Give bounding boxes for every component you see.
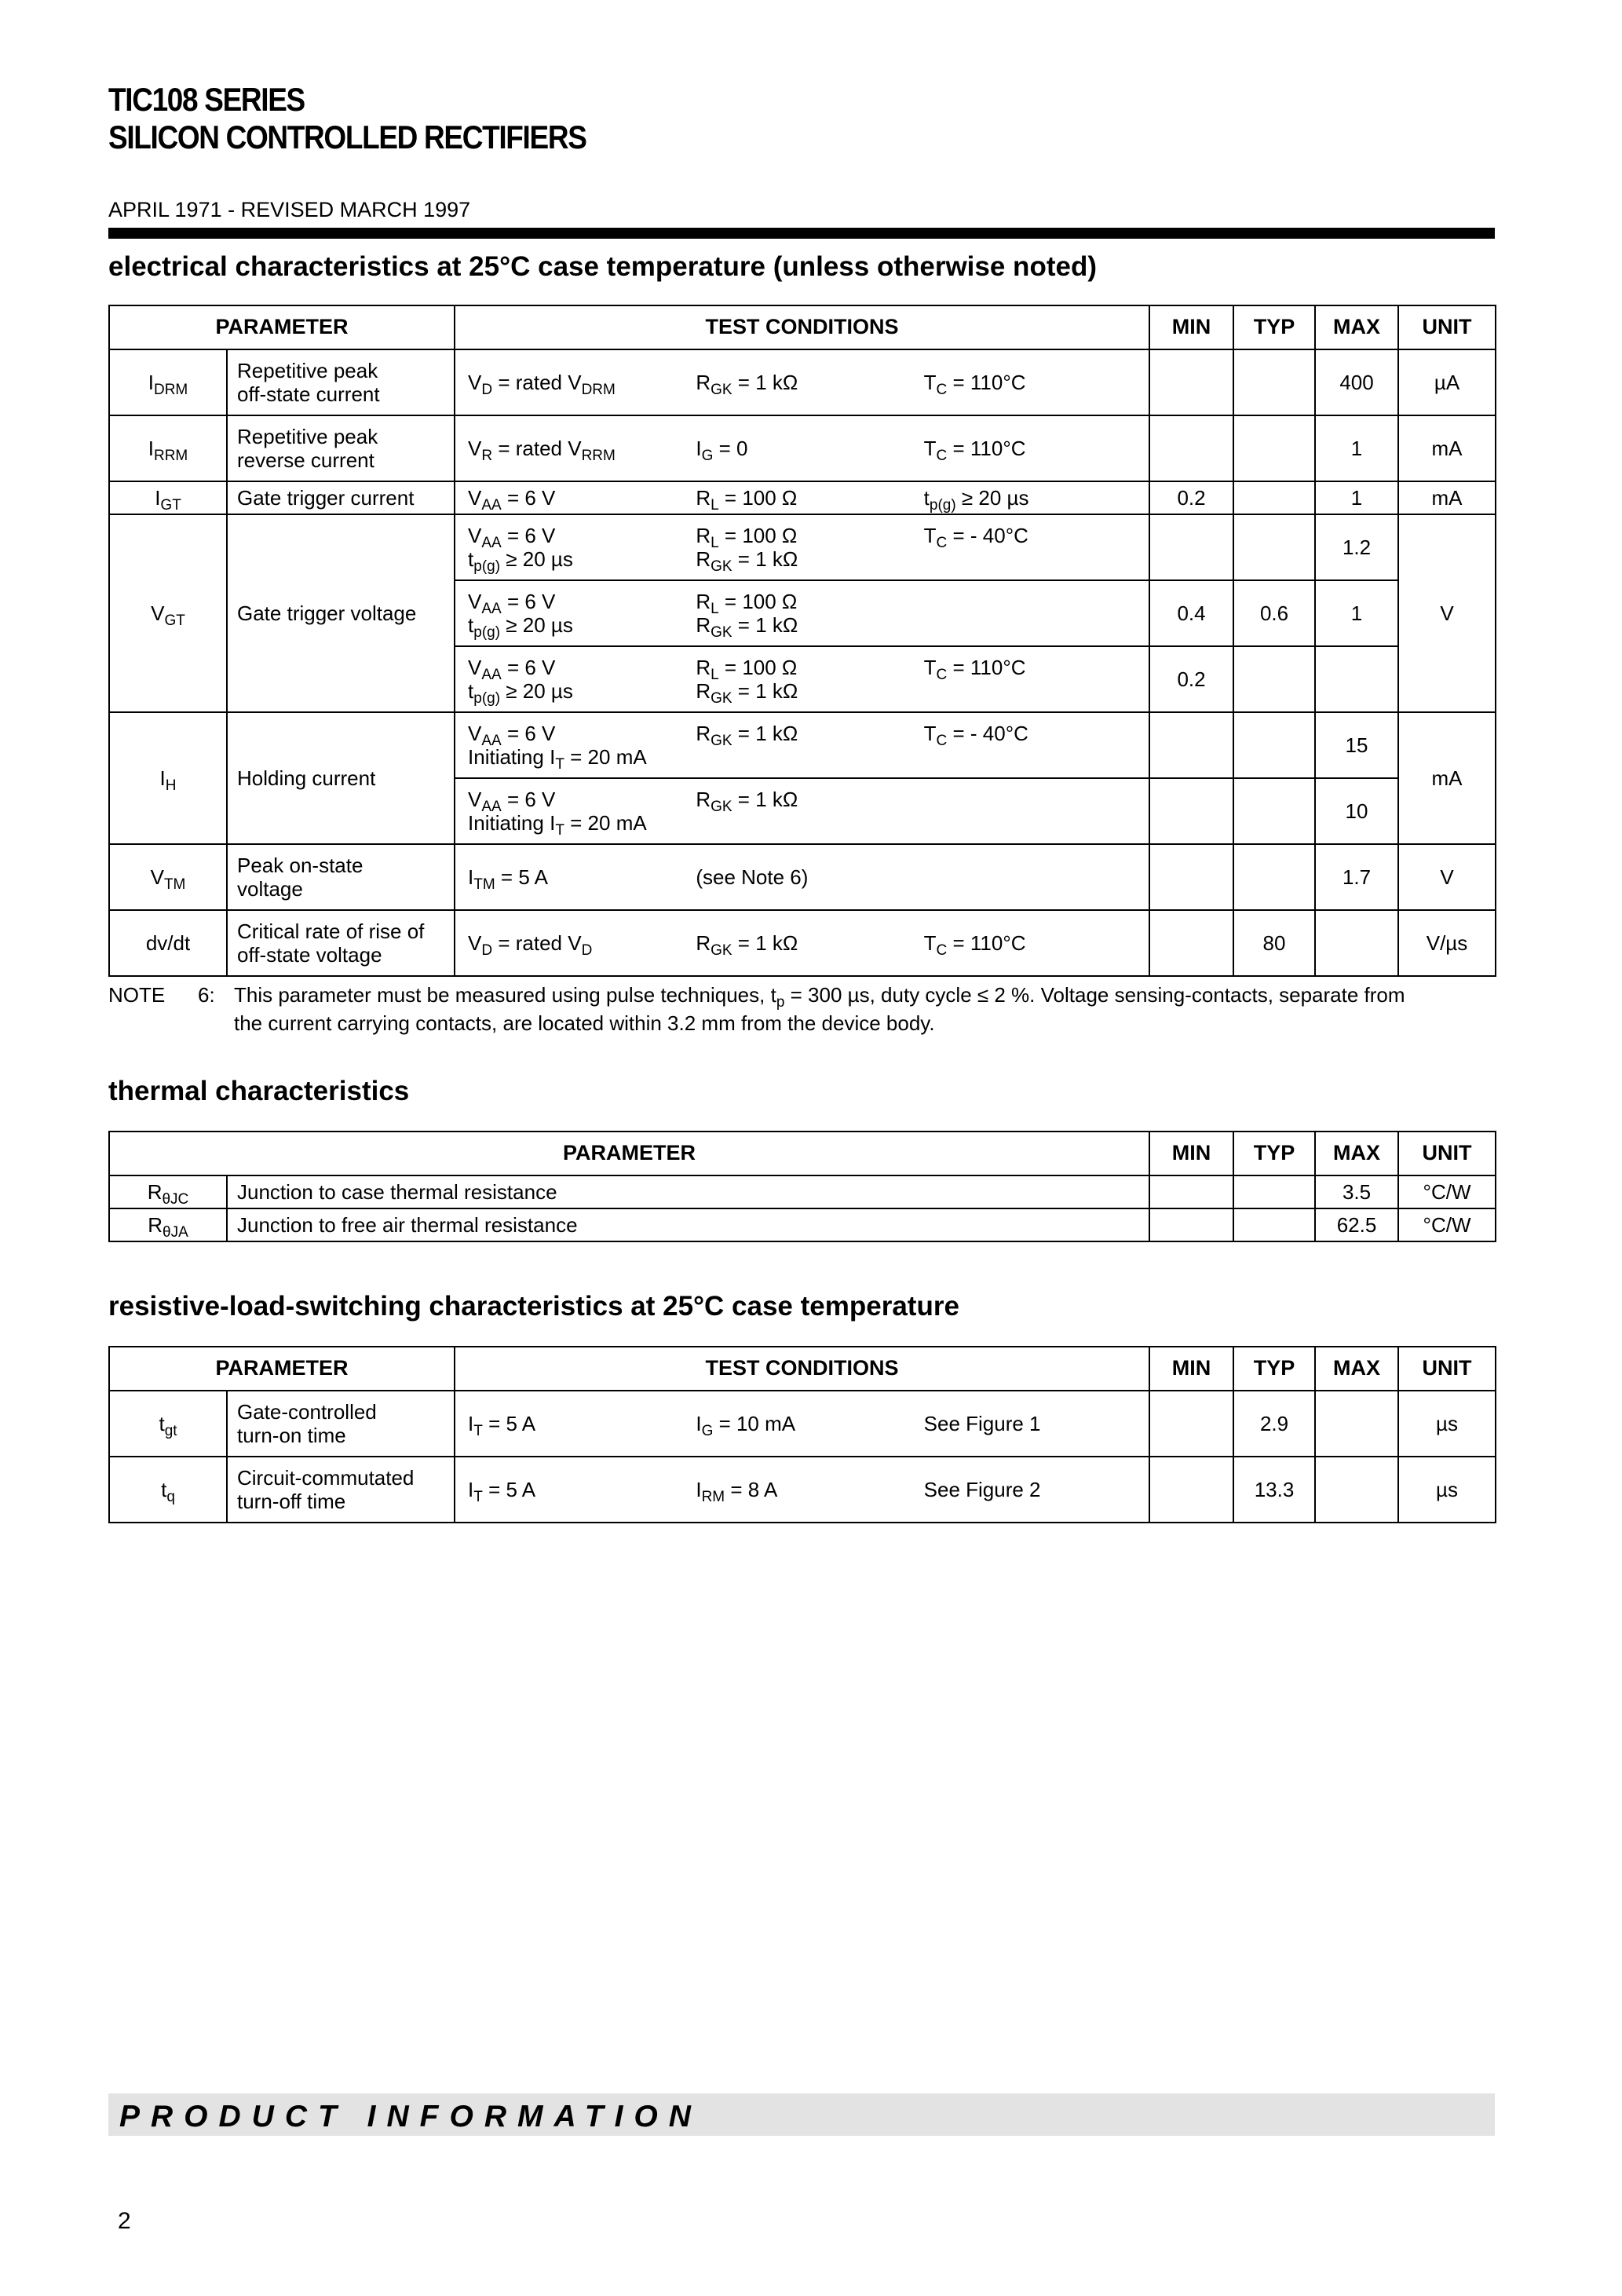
note-label: NOTE <box>108 983 166 1007</box>
table-row <box>109 1391 1496 1457</box>
min-value <box>1149 349 1233 415</box>
electrical-table <box>108 305 1496 977</box>
min-value <box>1149 1175 1233 1208</box>
typ-value <box>1233 514 1315 580</box>
typ-value <box>1233 481 1315 514</box>
header-parameter: PARAMETER <box>109 305 455 349</box>
electrical-heading: electrical characteristics at 25°C case temperature (unless otherwise noted) <box>108 251 1097 282</box>
typ-value: 0.6 <box>1233 580 1315 646</box>
min-value <box>1149 844 1233 910</box>
banner-text: PRODUCT INFORMATION <box>119 2100 702 2133</box>
typ-value <box>1233 1208 1315 1241</box>
param-desc: Junction to case thermal resistance <box>227 1175 1149 1208</box>
table-row <box>109 712 1496 778</box>
unit-value: °C/W <box>1398 1175 1496 1208</box>
unit-value: mA <box>1398 712 1496 844</box>
unit-value: mA <box>1398 415 1496 481</box>
header-parameter: PARAMETER <box>109 1347 455 1391</box>
param-desc: Junction to free air thermal resistance <box>227 1208 1149 1241</box>
test-conditions: $V_D$ = rated $V_{DRM}$ $R_{GK} = 1$ kΩ $T_C = 110^\circ C$ <box>455 349 1149 415</box>
max-value: 1 <box>1315 580 1398 646</box>
symbol-ih: $I_H$ <box>109 712 227 844</box>
test-conditions: $V_{AA} = 6$ V $R_L = 100$ Ω $t_{p(g)} \ge 20$ µs <box>455 481 1149 514</box>
max-value: 1 <box>1315 481 1398 514</box>
min-value <box>1149 514 1233 580</box>
table-row <box>109 910 1496 976</box>
test-conditions: $I_T = 5$ A $I_G = 10$ mA See Figure 1 <box>455 1391 1149 1457</box>
max-value: 400 <box>1315 349 1398 415</box>
symbol-rthjc: $R_{\theta JC}$ <box>109 1175 227 1208</box>
max-value: 1 <box>1315 415 1398 481</box>
param-desc: Repetitive peak off-state current <box>227 349 455 415</box>
min-value <box>1149 1391 1233 1457</box>
note-text-line1: This parameter must be measured using pulse techniques, $t_p = 300$ µs, duty cycle ≤ 2 %. Voltage sensing-contacts, separate from <box>234 983 1405 1011</box>
header-max: MAX <box>1315 1132 1398 1175</box>
unit-value: °C/W <box>1398 1208 1496 1241</box>
header-max: MAX <box>1315 1347 1398 1391</box>
param-desc: Holding current <box>227 712 455 844</box>
page-number: 2 <box>118 2208 131 2234</box>
symbol-tq: $t_q$ <box>109 1457 227 1523</box>
test-conditions: $V_{AA} = 6$ V $R_{GK} = 1$ kΩ Initiating $I_T = 20$ mA <box>455 778 1149 844</box>
revision-date: APRIL 1971 - REVISED MARCH 1997 <box>108 198 471 221</box>
unit-value: mA <box>1398 481 1496 514</box>
unit-value: µs <box>1398 1457 1496 1523</box>
note-text-line2: the current carrying contacts, are located within 3.2 mm from the device body. <box>234 1011 935 1035</box>
header-parameter: PARAMETER <box>109 1132 1149 1175</box>
max-value: 15 <box>1315 712 1398 778</box>
page-title: TIC108 SERIES <box>108 81 305 118</box>
param-desc: Gate trigger voltage <box>227 514 455 712</box>
test-conditions: $I_T = 5$ A $I_{RM} = 8$ A See Figure 2 <box>455 1457 1149 1523</box>
param-desc: Gate-controlled turn-on time <box>227 1391 455 1457</box>
symbol-rthja: $R_{\theta JA}$ <box>109 1208 227 1241</box>
symbol-irrm: $I_{RRM}$ <box>109 415 227 481</box>
typ-value <box>1233 415 1315 481</box>
header-unit: UNIT <box>1398 305 1496 349</box>
max-value: 1.2 <box>1315 514 1398 580</box>
header-typ: TYP <box>1233 1132 1315 1175</box>
table-row <box>109 1208 1496 1241</box>
test-conditions: $V_{AA} = 6$ V $R_L = 100$ Ω $T_C$ = - 40°C $t_{p(g)} \ge 20$ µs $R_{GK} = 1$ kΩ <box>455 514 1149 580</box>
min-value: 0.2 <box>1149 646 1233 712</box>
typ-value: 13.3 <box>1233 1457 1315 1523</box>
typ-value: 2.9 <box>1233 1391 1315 1457</box>
min-value <box>1149 910 1233 976</box>
header-max: MAX <box>1315 305 1398 349</box>
header-rule <box>108 228 1495 239</box>
param-desc: Gate trigger current <box>227 481 455 514</box>
symbol-vtm: $V_{TM}$ <box>109 844 227 910</box>
max-value <box>1315 910 1398 976</box>
thermal-heading: thermal characteristics <box>108 1076 410 1106</box>
thermal-table <box>108 1131 1496 1242</box>
table-row <box>109 1457 1496 1523</box>
table-row <box>109 349 1496 415</box>
test-conditions: $V_D$ = rated $V_D$ $R_{GK} = 1$ kΩ $T_C = 110^\circ C$ <box>455 910 1149 976</box>
note-number: 6: <box>198 983 215 1007</box>
test-conditions: $V_{AA} = 6$ V $R_L = 100$ Ω $t_{p(g)} \ge 20$ µs $R_{GK} = 1$ kΩ <box>455 580 1149 646</box>
min-value <box>1149 778 1233 844</box>
table-row <box>109 844 1496 910</box>
typ-value <box>1233 844 1315 910</box>
max-value: 62.5 <box>1315 1208 1398 1241</box>
min-value <box>1149 415 1233 481</box>
param-desc: Repetitive peak reverse current <box>227 415 455 481</box>
typ-value <box>1233 1175 1315 1208</box>
max-value <box>1315 1457 1398 1523</box>
header-unit: UNIT <box>1398 1132 1496 1175</box>
header-test-conditions: TEST CONDITIONS <box>455 305 1149 349</box>
table-row <box>109 514 1496 580</box>
min-value: 0.4 <box>1149 580 1233 646</box>
test-conditions: $I_{TM} = 5$ A (see Note 6) <box>455 844 1149 910</box>
test-conditions: $V_R$ = rated $V_{RRM}$ $I_G = 0$ $T_C = 110^\circ C$ <box>455 415 1149 481</box>
typ-value <box>1233 778 1315 844</box>
param-desc: Peak on-state voltage <box>227 844 455 910</box>
max-value: 10 <box>1315 778 1398 844</box>
symbol-dvdt: dv/dt <box>109 910 227 976</box>
unit-value: V <box>1398 514 1496 712</box>
typ-value <box>1233 646 1315 712</box>
max-value: 3.5 <box>1315 1175 1398 1208</box>
header-min: MIN <box>1149 305 1233 349</box>
max-value <box>1315 646 1398 712</box>
header-min: MIN <box>1149 1132 1233 1175</box>
max-value <box>1315 1391 1398 1457</box>
unit-value: µs <box>1398 1391 1496 1457</box>
switching-table <box>108 1346 1496 1523</box>
typ-value <box>1233 349 1315 415</box>
header-unit: UNIT <box>1398 1347 1496 1391</box>
header-typ: TYP <box>1233 1347 1315 1391</box>
unit-value: V/µs <box>1398 910 1496 976</box>
switching-heading: resistive-load-switching characteristics at 25°C case temperature <box>108 1291 959 1322</box>
table-header-row <box>109 1132 1496 1175</box>
symbol-idrm: $I_{DRM}$ <box>109 349 227 415</box>
symbol-igt: $I_{GT}$ <box>109 481 227 514</box>
table-row <box>109 481 1496 514</box>
test-conditions: $V_{AA} = 6$ V $R_L = 100$ Ω $T_C = 110^\circ C$ $t_{p(g)} \ge 20$ µs $R_{GK} = 1$ kΩ <box>455 646 1149 712</box>
table-row <box>109 415 1496 481</box>
typ-value <box>1233 712 1315 778</box>
header-typ: TYP <box>1233 305 1315 349</box>
min-value <box>1149 1457 1233 1523</box>
param-desc: Circuit-commutated turn-off time <box>227 1457 455 1523</box>
page-subtitle: SILICON CONTROLLED RECTIFIERS <box>108 119 586 155</box>
min-value: 0.2 <box>1149 481 1233 514</box>
table-header-row <box>109 1347 1496 1391</box>
table-row <box>109 1175 1496 1208</box>
max-value: 1.7 <box>1315 844 1398 910</box>
typ-value: 80 <box>1233 910 1315 976</box>
min-value <box>1149 1208 1233 1241</box>
min-value <box>1149 712 1233 778</box>
header-min: MIN <box>1149 1347 1233 1391</box>
header-test-conditions: TEST CONDITIONS <box>455 1347 1149 1391</box>
product-information-banner <box>108 2093 1495 2136</box>
param-desc: Critical rate of rise of off-state voltage <box>227 910 455 976</box>
test-conditions: $V_{AA} = 6$ V $R_{GK} = 1$ kΩ $T_C$ = - 40°C Initiating $I_T = 20$ mA <box>455 712 1149 778</box>
table-header-row <box>109 305 1496 349</box>
symbol-tgt: $t_{gt}$ <box>109 1391 227 1457</box>
unit-value: V <box>1398 844 1496 910</box>
unit-value: µA <box>1398 349 1496 415</box>
symbol-vgt: $V_{GT}$ <box>109 514 227 712</box>
